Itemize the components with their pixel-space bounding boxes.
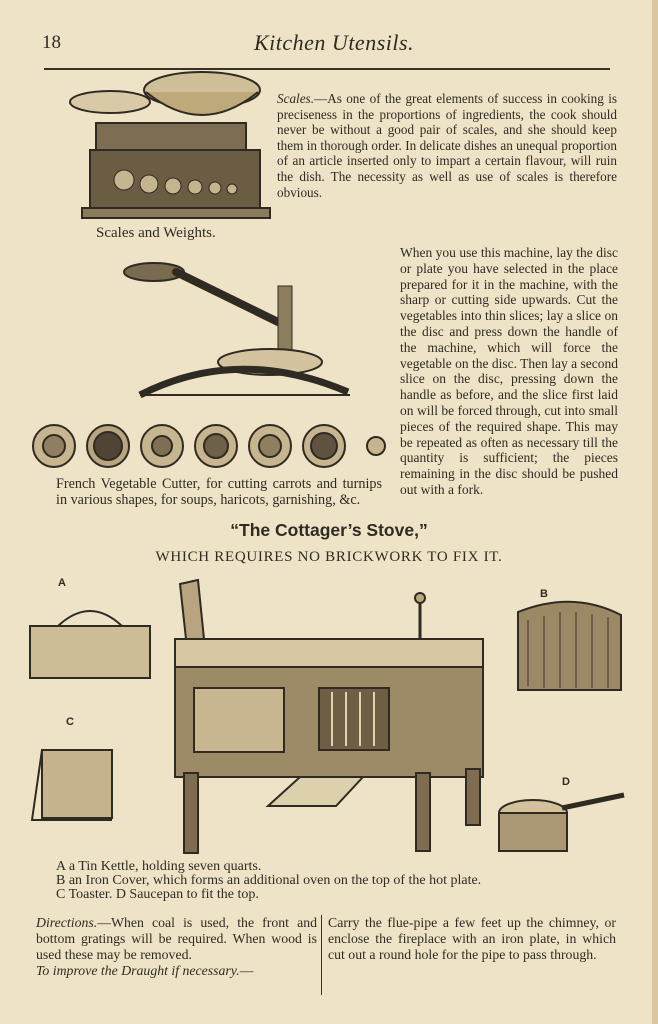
scales-illustration	[62, 68, 272, 223]
stove-title: “The Cottager’s Stove,”	[230, 520, 428, 540]
vegetable-cutter-illustration	[118, 250, 388, 410]
legend-kettle: A a Tin Kettle, holding seven quarts.	[56, 859, 262, 874]
page-edge	[652, 0, 658, 1024]
label-d: D	[562, 776, 570, 788]
label-c: C	[66, 716, 74, 728]
draught-paragraph: Carry the flue-pipe a few feet up the chimney, or enclose the fireplace with an iron plate, in which cut out a round hole for the pipe to pass through.	[328, 915, 616, 962]
label-a: A	[58, 577, 66, 589]
page-number: 18	[42, 32, 61, 53]
draught-dash: —	[239, 963, 254, 978]
running-head: Kitchen Utensils.	[254, 30, 415, 55]
scales-text: —As one of the great elements of success in cooking is preciseness in the proportions of ingredients, the cook should never be without a good pair of scales, and she should keep them in thorough order. In delicate dishes an unequal proportion of an article inserted only to impart a certain flavour, will ruin the dish. The necessity as well as use of scales is therefore obvious.	[277, 91, 617, 200]
cutter-discs	[26, 418, 386, 474]
directions-text: —When coal is used, the front and bottom gratings will be required. When wood is used these may be removed.	[36, 915, 317, 962]
directions-heading: Directions.	[36, 915, 98, 930]
column-divider	[321, 915, 322, 995]
legend-toaster-saucepan: C Toaster. D Saucepan to fit the top.	[56, 887, 259, 902]
scales-heading: Scales.	[277, 91, 314, 106]
cutter-caption: French Vegetable Cutter, for cutting carrots and turnips in various shapes, for soups, haricots, garnishing, &c.	[56, 476, 382, 508]
cottagers-stove-illustration	[18, 572, 638, 860]
legend-oven-cover: B an Iron Cover, which forms an additional oven on the top of the hot plate.	[56, 873, 482, 888]
directions-paragraph	[36, 915, 317, 979]
stove-subtitle: WHICH REQUIRES NO BRICKWORK TO FIX IT.	[155, 549, 503, 565]
label-b: B	[540, 588, 548, 600]
scales-caption: Scales and Weights.	[96, 225, 216, 241]
scales-paragraph	[277, 91, 617, 200]
cutter-paragraph: When you use this machine, lay the disc or plate you have selected in the place prepared for it in the machine, with the sharp or cutting side upwards. Cut the vegetables into thin slices; lay a slice on the disc and press down the handle of the machine, which will force the vegetable on the disc. Then lay a second slice on the disc, pressing down the handle as before, and the slice first laid on will be forced through, cut into small pieces of the required shape. This may be repeated as often as necessary till the quantity is sufficient; the pieces remaining in the disc should be pushed out with a fork.	[400, 245, 618, 497]
draught-heading: To improve the Draught if necessary.	[36, 963, 240, 978]
